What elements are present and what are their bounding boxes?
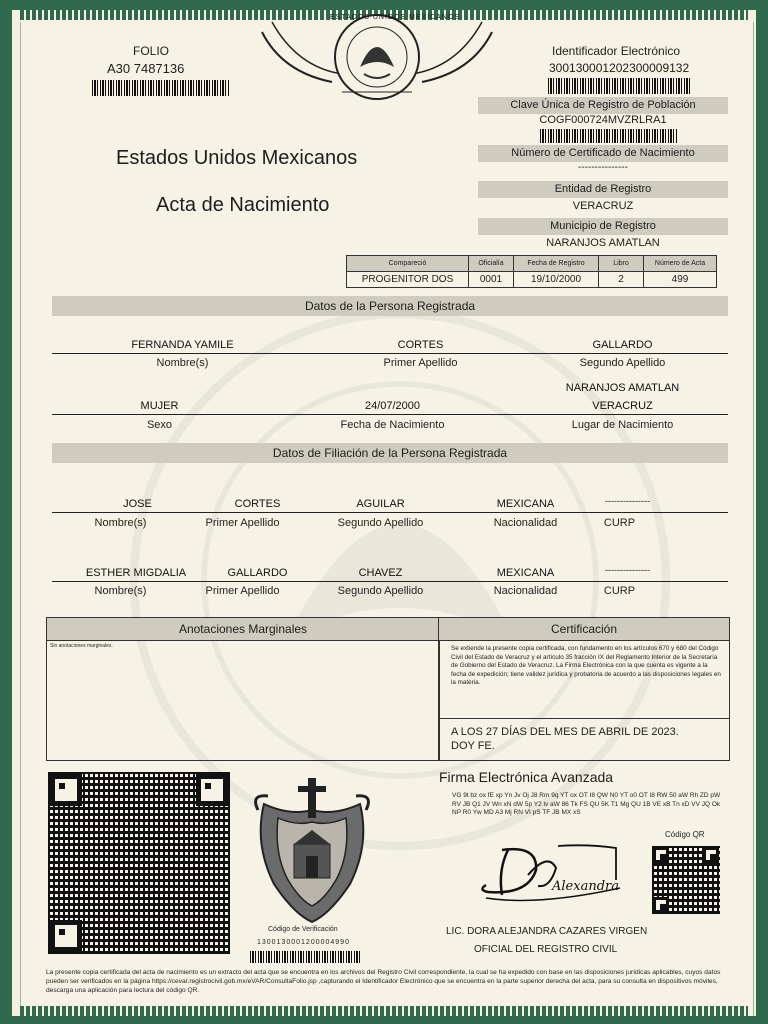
label-apellido1: Primer Apellido [383, 357, 458, 369]
folio-label: FOLIO [133, 44, 170, 58]
table-cell: 499 [644, 272, 717, 288]
signature-hash: VG 9t bz ox fE xp Yn Jv Oj J8 Rm 9q YT ox OT I8 QW N0 YT o0 OT I8 RW 50 aW Rh ZD pW RV JB Q1 JV Wn xN dW 5p Y2 lv aW 86 Tk FS QU 5K T1 Mg QU 1B VE xB Tn xD VV JQ Ok NP R0 Yw MD A3 Mj RN VI pS TF JB MX xS [452, 792, 721, 817]
electronic-id-barcode [548, 78, 692, 94]
electronic-id-label: Identificador Electrónico [552, 44, 681, 58]
official-name: LIC. DORA ALEJANDRA CAZARES VIRGEN [446, 926, 648, 937]
qr-finder [653, 897, 669, 913]
national-seal-icon [252, 12, 502, 102]
annotations-title: Anotaciones Marginales [47, 618, 439, 641]
certification-doy-fe: DOY FE. [451, 740, 495, 752]
curp-value: COGF000724MVZRLRA1 [539, 114, 667, 126]
qr-label: Código QR [665, 830, 705, 839]
bottom-border-pattern [20, 1006, 748, 1016]
table-cell: PROGENITOR DOS [347, 272, 469, 288]
label-nombre: Nombre(s) [94, 517, 147, 529]
annotations-text: Sin anotaciones marginales. [50, 643, 113, 649]
qr-finder [50, 920, 82, 952]
folio-value: A30 7487136 [107, 61, 185, 76]
certification-title: Certificación [439, 618, 729, 641]
verification-barcode [250, 951, 360, 963]
table-header: Fecha de Registro [514, 256, 599, 272]
person-first-name: FERNANDA YAMILE [131, 339, 234, 351]
verification-value: 1300130001200004990 [257, 939, 350, 946]
table-header: Número de Acta [644, 256, 717, 272]
qr-finder [196, 774, 228, 806]
label-curp: CURP [603, 517, 636, 529]
parent2-surname1: GALLARDO [227, 567, 288, 579]
folio-barcode [92, 80, 230, 96]
rule [52, 581, 728, 582]
certification-text: Se extiende la presente copia certificada, con fundamento en los artículos 670 y 680 del Código Civil del Estado de Veracruz y el artículo 35 fracción IX del Reglamento Interior de la Secretaría de Gobierno del Estado de Veracruz. La Firma Electrónica con la que cuenta es vigente a la fecha de expedición; tiene validez jurídica y probatoria de acuerdo a las disposiciones legales en la materia. [451, 645, 721, 687]
annotations-box [46, 617, 440, 761]
parent1-surname2: AGUILAR [356, 498, 405, 510]
small-qr-code [652, 846, 720, 914]
label-apellido1: Primer Apellido [205, 585, 280, 597]
parent1-curp: --------------- [605, 496, 650, 506]
curp-label: Clave Única de Registro de Población [478, 97, 728, 114]
entidad-value: VERACRUZ [572, 200, 634, 212]
person-surname-1: CORTES [397, 339, 444, 351]
rule [52, 512, 728, 513]
birthplace-line1: NARANJOS AMATLAN [565, 382, 680, 394]
municipio-label: Municipio de Registro [478, 218, 728, 235]
certification-date: A LOS 27 DÍAS DEL MES DE ABRIL DE 2023. [451, 726, 679, 738]
label-sexo: Sexo [146, 419, 173, 431]
seal-text: ESTADOS UNIDOS MEXICANOS [330, 14, 461, 21]
country-title: Estados Unidos Mexicanos [116, 147, 358, 169]
parent2-name: ESTHER MIGDALIA [85, 567, 187, 579]
birthplace-line2: VERACRUZ [592, 400, 653, 412]
label-nacionalidad: Nacionalidad [493, 517, 558, 529]
certificate-number-value: --------------- [578, 162, 628, 173]
qr-finder [703, 847, 719, 863]
filiation-section-title: Datos de Filiación de la Persona Registrada [52, 443, 728, 463]
signature-text: Alexandra [552, 879, 619, 894]
verification-label: Código de Verificación [268, 926, 338, 933]
label-apellido1: Primer Apellido [205, 517, 280, 529]
parent2-nationality: MEXICANA [496, 567, 555, 579]
label-nombre: Nombre(s) [94, 585, 147, 597]
table-cell: 0001 [469, 272, 514, 288]
certificate-number-label: Número de Certificado de Nacimiento [478, 145, 728, 162]
municipio-value: NARANJOS AMATLAN [546, 237, 660, 249]
table-cell: 19/10/2000 [514, 272, 599, 288]
official-title: OFICIAL DEL REGISTRO CIVIL [474, 944, 618, 955]
label-apellido2: Segundo Apellido [337, 585, 424, 597]
label-apellido2: Segundo Apellido [337, 517, 424, 529]
curp-barcode [540, 129, 678, 143]
label-fecha: Fecha de Nacimiento [340, 419, 445, 431]
person-surname-2: GALLARDO [592, 339, 653, 351]
label-curp: CURP [603, 585, 636, 597]
qr-finder [653, 847, 669, 863]
certification-date-block [439, 718, 729, 753]
table-header: Libro [599, 256, 644, 272]
entidad-label: Entidad de Registro [478, 181, 728, 198]
rule [52, 414, 728, 415]
handwritten-signature [478, 840, 628, 910]
document-title: Acta de Nacimiento [156, 194, 330, 216]
qr-finder [50, 774, 82, 806]
birth-date: 24/07/2000 [364, 400, 421, 412]
parent2-curp: --------------- [605, 565, 650, 575]
parent1-name: JOSE [123, 498, 152, 510]
parent2-surname2: CHAVEZ [358, 567, 403, 579]
label-apellido2: Segundo Apellido [579, 357, 666, 369]
person-section-title: Datos de la Persona Registrada [52, 296, 728, 316]
person-sex: MUJER [140, 400, 179, 412]
electronic-id-value: 300130001202300009132 [549, 61, 690, 75]
label-nacionalidad: Nacionalidad [493, 585, 558, 597]
table-header: Oficialía [469, 256, 514, 272]
veracruz-coat-of-arms-icon [254, 774, 370, 924]
table-header: Compareció [347, 256, 469, 272]
label-lugar: Lugar de Nacimiento [571, 419, 674, 431]
parent1-nationality: MEXICANA [496, 498, 555, 510]
parent1-surname1: CORTES [234, 498, 281, 510]
large-qr-code [48, 772, 230, 954]
signature-title: Firma Electrónica Avanzada [439, 769, 614, 785]
label-nombre: Nombre(s) [156, 357, 209, 369]
rule [52, 353, 728, 354]
certification-box [438, 617, 730, 761]
registry-table [346, 255, 717, 288]
footer-text: La presente copia certificada del acta de nacimiento es un extracto del acta que se encuentra en los archivos del Registro Civil correspondiente, la cual se ha expedido con base en las disposiciones jurídicas aplicables, cuyos datos pueden ser verificados en la página https://cevar.registrocivil.gob.mx/eVAR/ConsultaFolio.jsp ,capturando el Identificador Electrónico que se encuentra en la parte superior derecha del acta, para su consulta en dispositivos móviles, descarga una aplicación para lectura del código QR. [46, 969, 721, 994]
table-cell: 2 [599, 272, 644, 288]
